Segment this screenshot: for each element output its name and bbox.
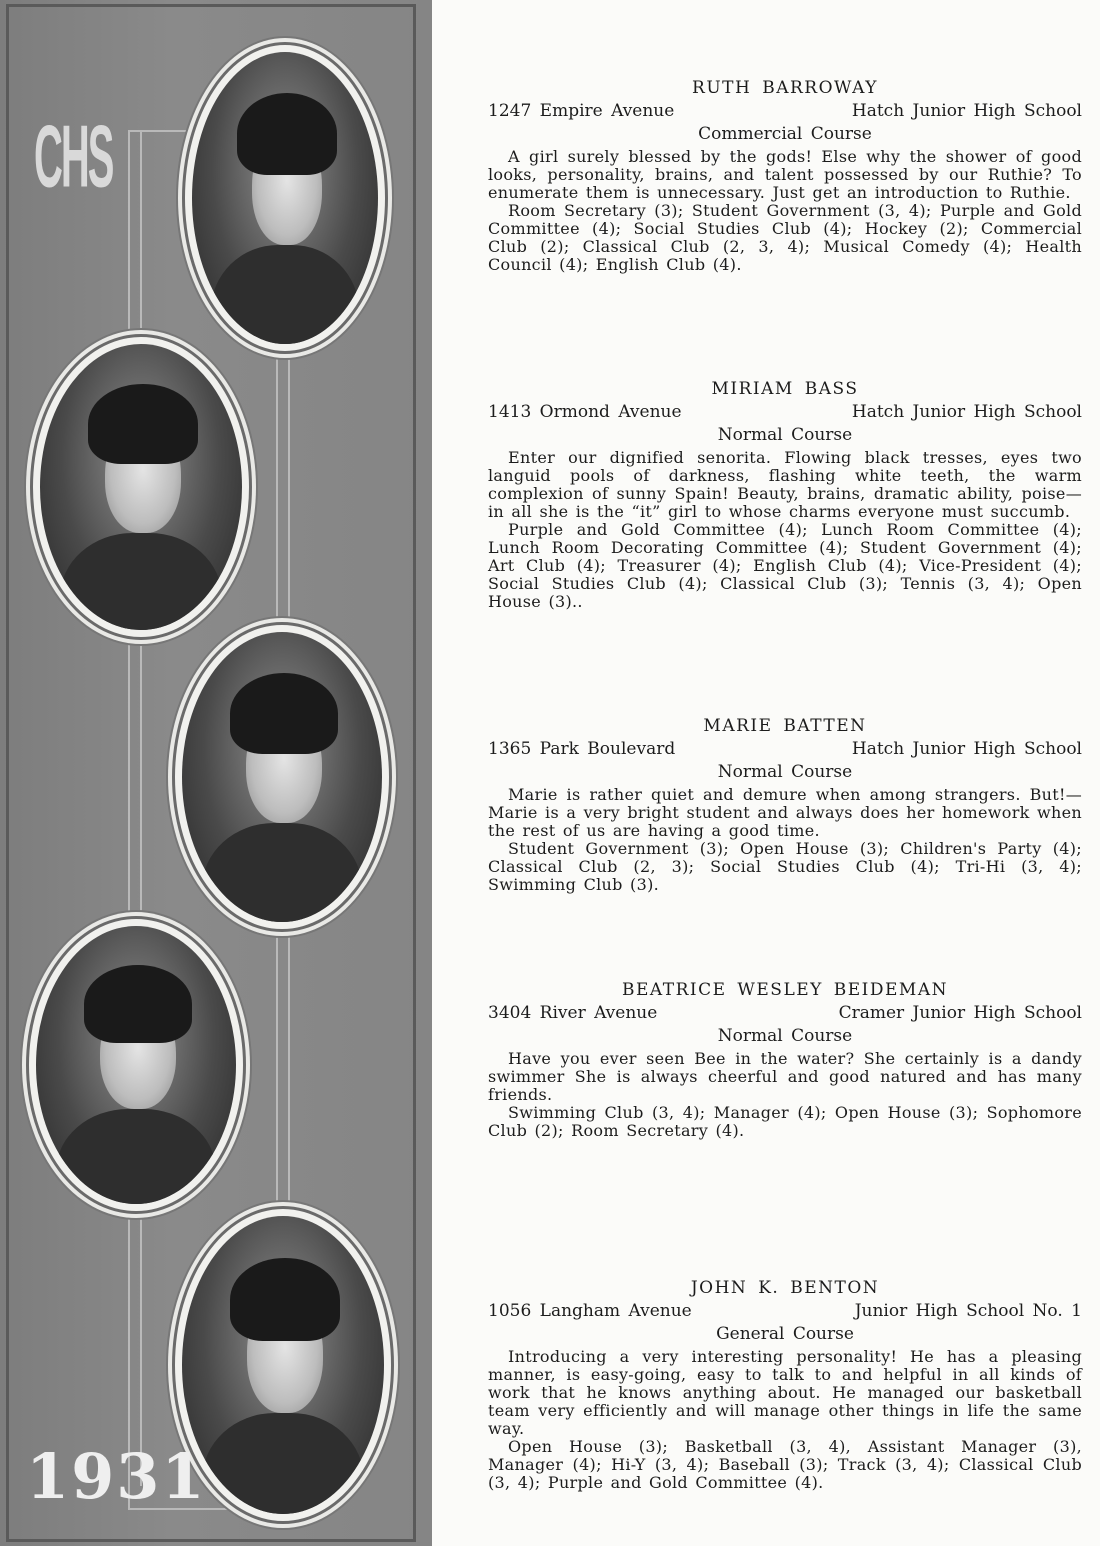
course-of-study: Commercial Course [698,124,872,144]
portrait-miriam-bass [30,334,252,640]
tribute-text: Introducing a very interesting personality! He has a pleasing manner, is easy-going, easy to talk to and helpful in all kinds of work that he knows anything about. He managed our basketball team very efficiently and will manage other things in life the same way. [488,1347,1082,1438]
senior-entry [488,78,1082,274]
student-name: MIRIAM BASS [711,379,859,399]
previous-school: Hatch Junior High School [851,101,1082,121]
tribute-text: A girl surely blessed by the gods! Else why the shower of good looks, personality, brains, and talent possessed by our Ruthie? To enumerate them is unnecessary. Just get an introduction to Ruthie. [488,147,1082,202]
portrait-marie-batten [172,622,392,932]
student-name: JOHN K. BENTON [690,1278,880,1298]
tribute-text: Marie is rather quiet and demure when among strangers. But!—Marie is a very bright student and always does her homework when the rest of us are having a good time. [488,785,1082,840]
senior-entry [488,980,1082,1140]
home-address: 1056 Langham Avenue [488,1301,692,1321]
home-address: 1413 Ormond Avenue [488,402,682,422]
previous-school: Hatch Junior High School [851,739,1082,759]
home-address: 1247 Empire Avenue [488,101,675,121]
decorative-side-panel [0,0,432,1546]
course-of-study: Normal Course [717,425,853,445]
portrait-ruth-barroway [182,42,388,354]
portrait-beatrice-beideman [26,916,246,1214]
senior-entry [488,379,1082,611]
activities-list: Student Government (3); Open House (3); Children's Party (4); Classical Club (2, 3); Social Studies Club (4); Tri-Hi (3, 4); Swimming Club (3). [488,839,1082,894]
previous-school: Junior High School No. 1 [854,1301,1082,1321]
tribute-text: Enter our dignified senorita. Flowing black tresses, eyes two languid pools of darkness, flashing white teeth, the warm complexion of sunny Spain! Beauty, brains, dramatic ability, poise—in all she is the “it” girl to whose charms everyone must succumb. [488,448,1082,521]
home-address: 1365 Park Boulevard [488,739,676,759]
previous-school: Hatch Junior High School [851,402,1082,422]
previous-school: Cramer Junior High School [838,1003,1082,1023]
student-name: MARIE BATTEN [703,716,867,736]
senior-entry [488,1278,1082,1492]
activities-list: Swimming Club (3, 4); Manager (4); Open House (3); Sophomore Club (2); Room Secretary (4). [488,1103,1082,1140]
school-monogram: CHS [34,109,113,207]
yearbook-year: 1931 [26,1440,207,1513]
course-of-study: Normal Course [717,762,853,782]
activities-list: Room Secretary (3); Student Government (3, 4); Purple and Gold Committee (4); Social Studies Club (4); Hockey (2); Commercial Club (2); Classical Club (2, 3, 4); Musical Comedy (4); Health Council (4); English Club (4). [488,201,1082,274]
activities-list: Purple and Gold Committee (4); Lunch Room Committee (4); Lunch Room Decorating Committee (4); Student Government (4); Art Club (4); Treasurer (4); English Club (4); Vice-President (4); Social Studies Club (4); Classical Club (3); Tennis (3, 4); Open House (3).. [488,520,1082,611]
home-address: 3404 River Avenue [488,1003,658,1023]
student-name: BEATRICE WESLEY BEIDEMAN [622,980,948,1000]
course-of-study: Normal Course [717,1026,853,1046]
senior-entry [488,716,1082,894]
activities-list: Open House (3); Basketball (3, 4), Assistant Manager (3), Manager (4); Hi-Y (3, 4); Baseball (3); Track (3, 4); Classical Club (3, 4); Purple and Gold Committee (4). [488,1437,1082,1492]
tribute-text: Have you ever seen Bee in the water? She certainly is a dandy swimmer She is always cheerful and good natured and has many friends. [488,1049,1082,1104]
student-name: RUTH BARROWAY [692,78,878,98]
course-of-study: General Course [716,1324,854,1344]
